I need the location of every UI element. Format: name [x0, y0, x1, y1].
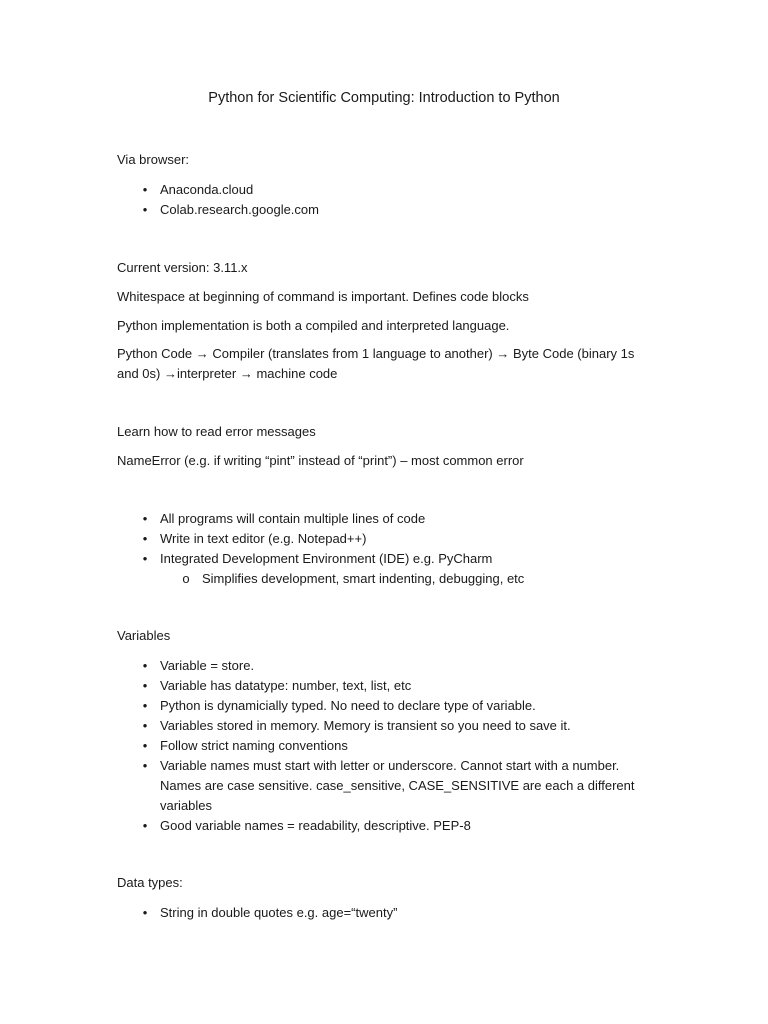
bullet-icon: • — [142, 551, 148, 566]
implementation-text: Python implementation is both a compiled and interpreted language. — [117, 318, 510, 333]
list-item — [117, 756, 647, 816]
whitespace-paragraph — [117, 287, 647, 307]
list-item — [117, 200, 647, 220]
datatypes-list — [117, 903, 647, 923]
version-paragraph — [117, 258, 647, 278]
list-item — [117, 816, 647, 836]
list-item-text: Write in text editor (e.g. Notepad++) — [160, 531, 367, 546]
list-item — [117, 529, 647, 549]
list-item-text: Good variable names = readability, descriptive. PEP-8 — [160, 818, 471, 833]
variables-list — [117, 656, 647, 836]
list-item-text: Python is dynamicially typed. No need to declare type of variable. — [160, 698, 536, 713]
bullet-icon: • — [142, 718, 148, 733]
list-item-text: Variable = store. — [160, 658, 255, 673]
browser-section — [117, 150, 647, 170]
programs-list-wrap — [117, 509, 647, 589]
implementation-paragraph — [117, 316, 647, 336]
bullet-icon: • — [142, 698, 148, 713]
whitespace-text: Whitespace at beginning of command is important. Defines code blocks — [117, 289, 529, 304]
errors-learn-text: Learn how to read error messages — [117, 424, 316, 439]
sub-list-item — [117, 569, 647, 589]
page-title: Python for Scientific Computing: Introduction to Python — [208, 90, 560, 106]
list-item-text: Follow strict naming conventions — [160, 738, 348, 753]
bullet-icon: • — [142, 531, 148, 546]
browser-list — [117, 180, 647, 220]
list-item — [117, 656, 647, 676]
bullet-icon: • — [142, 818, 148, 833]
pipeline-paragraph — [117, 344, 647, 384]
bullet-icon: • — [142, 511, 148, 526]
nameerror-text: NameError (e.g. if writing “pint” instead of “print”) – most common error — [117, 453, 524, 468]
list-item-text: Variable has datatype: number, text, list, etc — [160, 678, 412, 693]
list-item-text: String in double quotes e.g. age=“twenty” — [160, 905, 398, 920]
variables-list-wrap — [117, 656, 647, 836]
browser-heading: Via browser: — [117, 152, 190, 167]
browser-list-wrap — [117, 180, 647, 220]
list-item — [117, 549, 647, 569]
bullet-icon: • — [142, 658, 148, 673]
list-item-text: Anaconda.cloud — [160, 182, 254, 197]
list-item-text: Colab.research.google.com — [160, 202, 319, 217]
errors-paragraph — [117, 422, 647, 442]
list-item — [117, 676, 647, 696]
bullet-icon: • — [142, 202, 148, 217]
programs-sublist — [117, 569, 647, 589]
pipeline-text: Python Code → Compiler (translates from 1 language to another) → Byte Code (binary 1s and 0s) →interpreter → machine code — [117, 346, 635, 381]
bullet-icon: • — [142, 678, 148, 693]
nameerror-paragraph — [117, 451, 647, 471]
datatypes-section — [117, 873, 647, 893]
bullet-icon: • — [142, 905, 148, 920]
variables-heading: Variables — [117, 628, 171, 643]
variables-section — [117, 626, 647, 646]
list-item — [117, 903, 647, 923]
datatypes-heading: Data types: — [117, 875, 183, 890]
list-item-text: Variable names must start with letter or underscore. Cannot start with a number. Names are case sensitive. case_sensitive, CASE_SENSITIVE are each a different variables — [160, 758, 635, 813]
list-item — [117, 716, 647, 736]
programs-list — [117, 509, 647, 569]
datatypes-list-wrap — [117, 903, 647, 923]
list-item-text: All programs will contain multiple lines of code — [160, 511, 426, 526]
sub-list-item-text: Simplifies development, smart indenting, debugging, etc — [202, 571, 525, 586]
bullet-icon: • — [142, 182, 148, 197]
list-item — [117, 696, 647, 716]
list-item — [117, 509, 647, 529]
list-item — [117, 736, 647, 756]
bullet-icon: • — [142, 738, 148, 753]
version-text: Current version: 3.11.x — [117, 260, 248, 275]
bullet-icon: • — [142, 758, 148, 773]
list-item — [117, 180, 647, 200]
list-item-text: Integrated Development Environment (IDE) e.g. PyCharm — [160, 551, 493, 566]
list-item-text: Variables stored in memory. Memory is transient so you need to save it. — [160, 718, 571, 733]
hollow-bullet-icon: o — [182, 571, 190, 586]
